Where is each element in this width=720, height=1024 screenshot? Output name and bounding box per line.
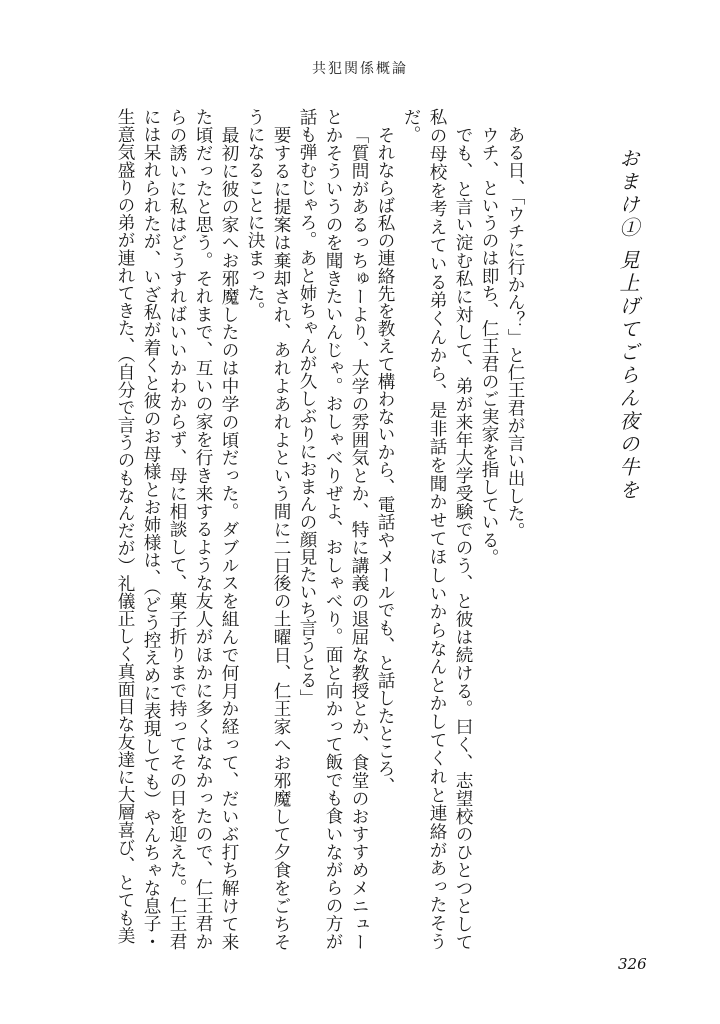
paragraph-6: 要するに提案は棄却され、あれよあれよという間に二日後の土曜日、仁王家へお邪魔して夕食をごちそうになることに決まった。: [245, 108, 291, 950]
body-text: [112, 108, 528, 950]
paragraph-1: ある日、「ウチに行かん？」と仁王君が言い出した。: [505, 125, 525, 540]
paragraph-5: 「質問があるっちゅーより、大学の雰囲気とか、特に講義の退屈な教授とか、食堂のおすすめメニューとかそういうのを聞きたいんじゃ。おしゃべりぜよ、おしゃべり。面と向かって飯でも食いながらの方が話も弾むじゃろ。あと姉ちゃんが久しぶりにおまんの顔見たいち言うとる」: [297, 108, 369, 950]
paragraph-3: でも、と言い淀む私に対して、弟が来年大学受験でのう、と彼は続ける。曰く、志望校のひとつとして私の母校を考えている弟くんから、是非話を聞かせてほしいからなんとかしてくれと連絡があったそうだ。: [401, 108, 473, 950]
paragraph-4: それならば私の連絡先を教えて構わないから、電話やメールでも、と話したところ、: [375, 125, 395, 795]
paragraph-2: ウチ、というのは即ち、仁王君のご実家を指している。: [479, 125, 499, 566]
running-head: 共犯関係概論: [312, 61, 408, 77]
chapter-title: おまけ① 見上げてごらん夜の牛を: [616, 148, 640, 503]
page-number: 326: [618, 955, 647, 973]
paragraph-7: 最初に彼の家へお邪魔したのは中学の頃だった。ダブルスを組んで何月か経って、だいぶ打ち解けて来た頃だったと思う。それまで、互いの家を行き来するような友人がほかに多くはなかったので、仁王君からの誘いに私はどうすればいいかわからず、母に相談して、菓子折りまで持ってその日を迎えた。仁王君には呆れられたが、いざ私が着くと彼のお母様とお姉様は、（どう控えめに表現しても）やんちゃな息子・生意気盛りの弟が連れてきた、（自分で言うのもなんだが）礼儀正しく真面目な友達に大層喜び、とても美: [115, 108, 239, 950]
